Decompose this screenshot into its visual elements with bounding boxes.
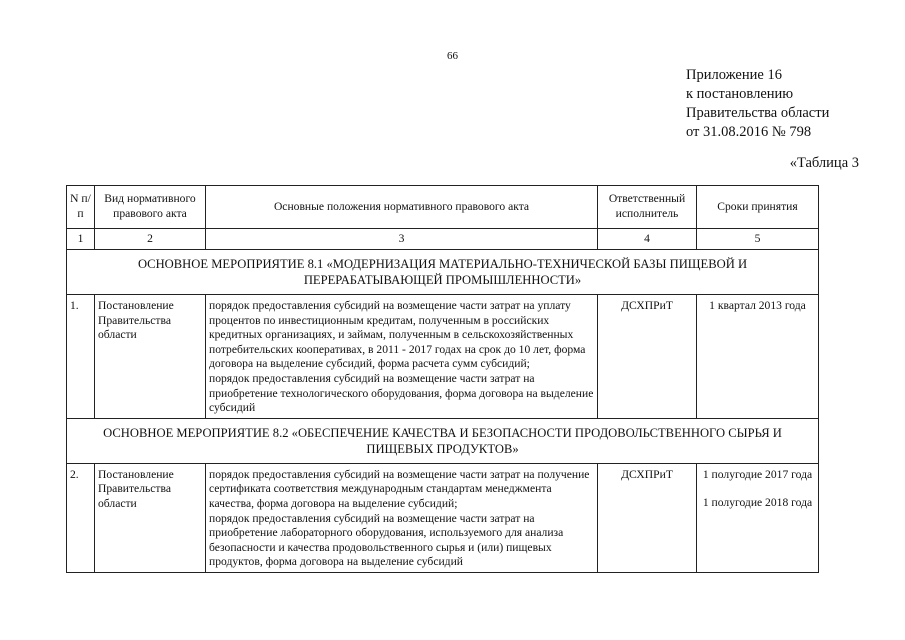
section-header-row bbox=[67, 418, 819, 463]
row-number: 1. bbox=[67, 295, 95, 419]
section-header-row bbox=[67, 250, 819, 295]
provision-text: порядок предоставления субсидий на возмещение части затрат на приобретение лабораторного оборудования, используемого для анализа безопасности и качества продовольственного сырья и (или) пищевых продуктов, форма договора на выделение субсидий bbox=[209, 511, 564, 569]
appendix-block bbox=[686, 66, 829, 142]
deadline-cell bbox=[697, 295, 819, 419]
header-provisions: Основные положения нормативного правового акта bbox=[206, 186, 598, 229]
column-number: 1 bbox=[67, 229, 95, 250]
header-num: N п/п bbox=[67, 186, 95, 229]
column-number: 3 bbox=[206, 229, 598, 250]
section-title: ОСНОВНОЕ МЕРОПРИЯТИЕ 8.1 «МОДЕРНИЗАЦИЯ МАТЕРИАЛЬНО-ТЕХНИЧЕСКОЙ БАЗЫ ПИЩЕВОЙ И ПЕРЕРАБАТЫВАЮЩЕЙ ПРОМЫШЛЕННОСТИ» bbox=[67, 250, 819, 295]
column-number: 4 bbox=[598, 229, 697, 250]
table-caption: «Таблица 3 bbox=[789, 155, 859, 171]
row-number: 2. bbox=[67, 463, 95, 572]
table-row bbox=[67, 295, 819, 419]
deadline-text: 1 квартал 2013 года bbox=[709, 299, 806, 312]
header-act-type: Вид нормативного правового акта bbox=[95, 186, 206, 229]
appendix-line: Правительства области bbox=[686, 105, 830, 121]
column-number: 2 bbox=[95, 229, 206, 250]
provision-text: порядок предоставления субсидий на возмещение части затрат на уплату процентов по инвестиционным кредитам, полученным в российских кредитных организациях, и займам, полученным в сельскохозяйственных потребительских кооперативах, в 2011 - 2017 годах на срок до 10 лет, форма договора на выделение субсидий, форма расчета сумм субсидий; bbox=[209, 299, 586, 371]
deadline-cell bbox=[697, 463, 819, 572]
executor-cell: ДСХПРиТ bbox=[598, 295, 697, 419]
header-executor: Ответственный исполнитель bbox=[598, 186, 697, 229]
column-number-row bbox=[67, 229, 819, 250]
provisions-cell bbox=[206, 295, 598, 419]
table-row bbox=[67, 463, 819, 572]
section-title: ОСНОВНОЕ МЕРОПРИЯТИЕ 8.2 «ОБЕСПЕЧЕНИЕ КАЧЕСТВА И БЕЗОПАСНОСТИ ПРОДОВОЛЬСТВЕННОГО СЫРЬЯ И ПИЩЕВЫХ ПРОДУКТОВ» bbox=[67, 418, 819, 463]
act-type-cell: Постановление Правительства области bbox=[95, 463, 206, 572]
provision-text: порядок предоставления субсидий на возмещение части затрат на получение сертификата соответствия международным стандартам менеджмента качества, форма договора на выделение субсидий; bbox=[209, 467, 590, 510]
acts-table bbox=[66, 185, 819, 573]
provisions-cell bbox=[206, 463, 598, 572]
appendix-line: от 31.08.2016 № 798 bbox=[686, 124, 812, 140]
appendix-line: Приложение 16 bbox=[686, 67, 782, 83]
deadline-text: 1 полугодие 2018 года bbox=[702, 496, 813, 510]
provision-text: порядок предоставления субсидий на возмещение части затрат на приобретение технологического оборудования, форма договора на выделение субсидий bbox=[209, 371, 594, 415]
page-number: 66 bbox=[447, 50, 458, 62]
header-deadline: Сроки принятия bbox=[697, 186, 819, 229]
executor-cell: ДСХПРиТ bbox=[598, 463, 697, 572]
act-type-cell: Постановление Правительства области bbox=[95, 295, 206, 419]
column-number: 5 bbox=[697, 229, 819, 250]
appendix-line: к постановлению bbox=[686, 86, 794, 102]
deadline-text: 1 полугодие 2017 года bbox=[702, 467, 813, 481]
header-row bbox=[67, 186, 819, 229]
